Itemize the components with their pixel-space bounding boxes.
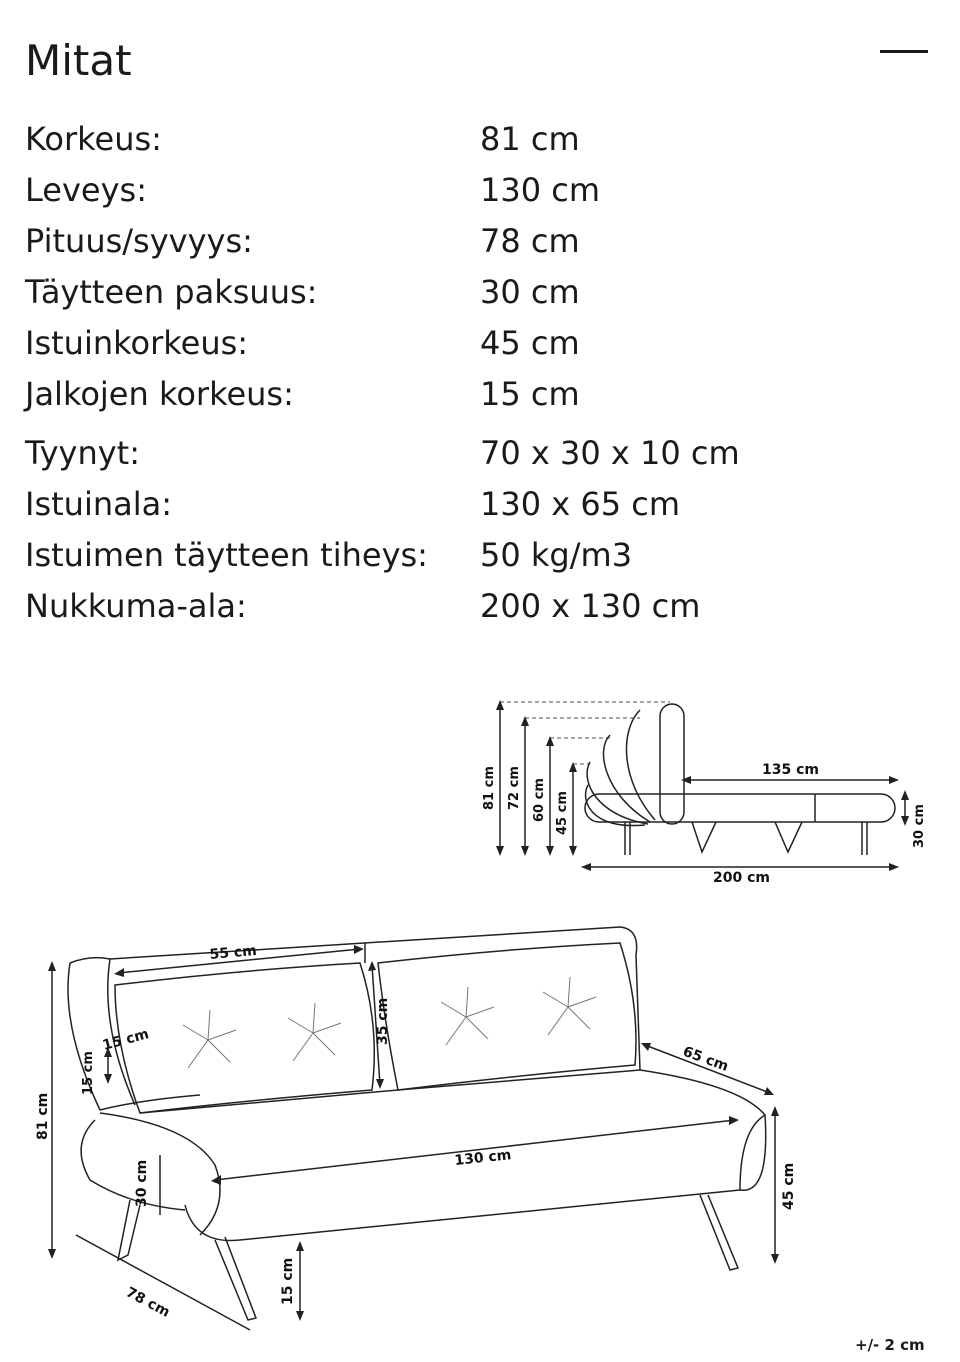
spec-label: Pituus/syvyys: xyxy=(25,222,253,260)
spec-row xyxy=(25,320,925,366)
total-height-81-label: 81 cm xyxy=(35,1092,51,1140)
spec-row xyxy=(25,218,925,264)
arm-15b-label: 15 cm xyxy=(81,1051,96,1095)
spec-label: Täytteen paksuus: xyxy=(25,273,318,311)
spec-value: 200 x 130 cm xyxy=(480,587,701,625)
spec-label: Korkeus: xyxy=(25,120,162,158)
spec-label: Istuinala: xyxy=(25,485,172,523)
legs-15-label: 15 cm xyxy=(280,1257,296,1305)
collapse-icon[interactable] xyxy=(880,50,928,53)
arm-15-label: 15 cm xyxy=(100,1026,151,1054)
spec-value: 130 x 65 cm xyxy=(480,485,681,523)
spec-row xyxy=(25,583,925,629)
spec-value: 78 cm xyxy=(480,222,580,260)
spec-row xyxy=(25,371,925,417)
spec-label: Tyynyt: xyxy=(25,434,140,472)
spec-value: 50 kg/m3 xyxy=(480,536,633,574)
spec-label: Jalkojen korkeus: xyxy=(25,375,294,413)
spec-value: 130 cm xyxy=(480,171,601,209)
spec-row xyxy=(25,116,925,162)
side-width-200-label: 200 cm xyxy=(713,870,770,886)
seat-width-130-label: 130 cm xyxy=(453,1147,513,1169)
side-width-135-label: 135 cm xyxy=(762,762,819,778)
spec-value: 30 cm xyxy=(480,273,580,311)
spec-label: Leveys: xyxy=(25,171,147,209)
spec-label: Nukkuma-ala: xyxy=(25,587,247,625)
spec-row xyxy=(25,532,925,578)
spec-row xyxy=(25,430,925,476)
side-height-45-label: 45 cm xyxy=(555,791,570,835)
sofa-side-view-diagram xyxy=(470,690,940,900)
spec-row xyxy=(25,167,925,213)
spec-label: Istuimen täytteen tiheys: xyxy=(25,536,428,574)
pillow-height-35-label: 35 cm xyxy=(375,997,391,1045)
spec-value: 45 cm xyxy=(480,324,580,362)
sofa-front-view-diagram xyxy=(0,915,820,1335)
spec-value: 81 cm xyxy=(480,120,580,158)
tolerance-note: +/- 2 cm xyxy=(855,1336,925,1354)
side-height-72-label: 72 cm xyxy=(507,766,522,810)
seat-height-45-label: 45 cm xyxy=(781,1162,797,1210)
spec-label: Istuinkorkeus: xyxy=(25,324,249,362)
depth-78-label: 78 cm xyxy=(123,1284,173,1321)
side-height-60-label: 60 cm xyxy=(532,778,547,822)
spec-row xyxy=(25,481,925,527)
thickness-30-label: 30 cm xyxy=(134,1159,150,1207)
spec-value: 70 x 30 x 10 cm xyxy=(480,434,740,472)
section-title: Mitat xyxy=(25,36,132,85)
side-thickness-30-label: 30 cm xyxy=(912,804,927,848)
side-height-81-label: 81 cm xyxy=(482,766,497,810)
seat-depth-65-label: 65 cm xyxy=(680,1043,731,1075)
spec-row xyxy=(25,269,925,315)
spec-value: 15 cm xyxy=(480,375,580,413)
pillow-width-55-label: 55 cm xyxy=(208,942,258,963)
